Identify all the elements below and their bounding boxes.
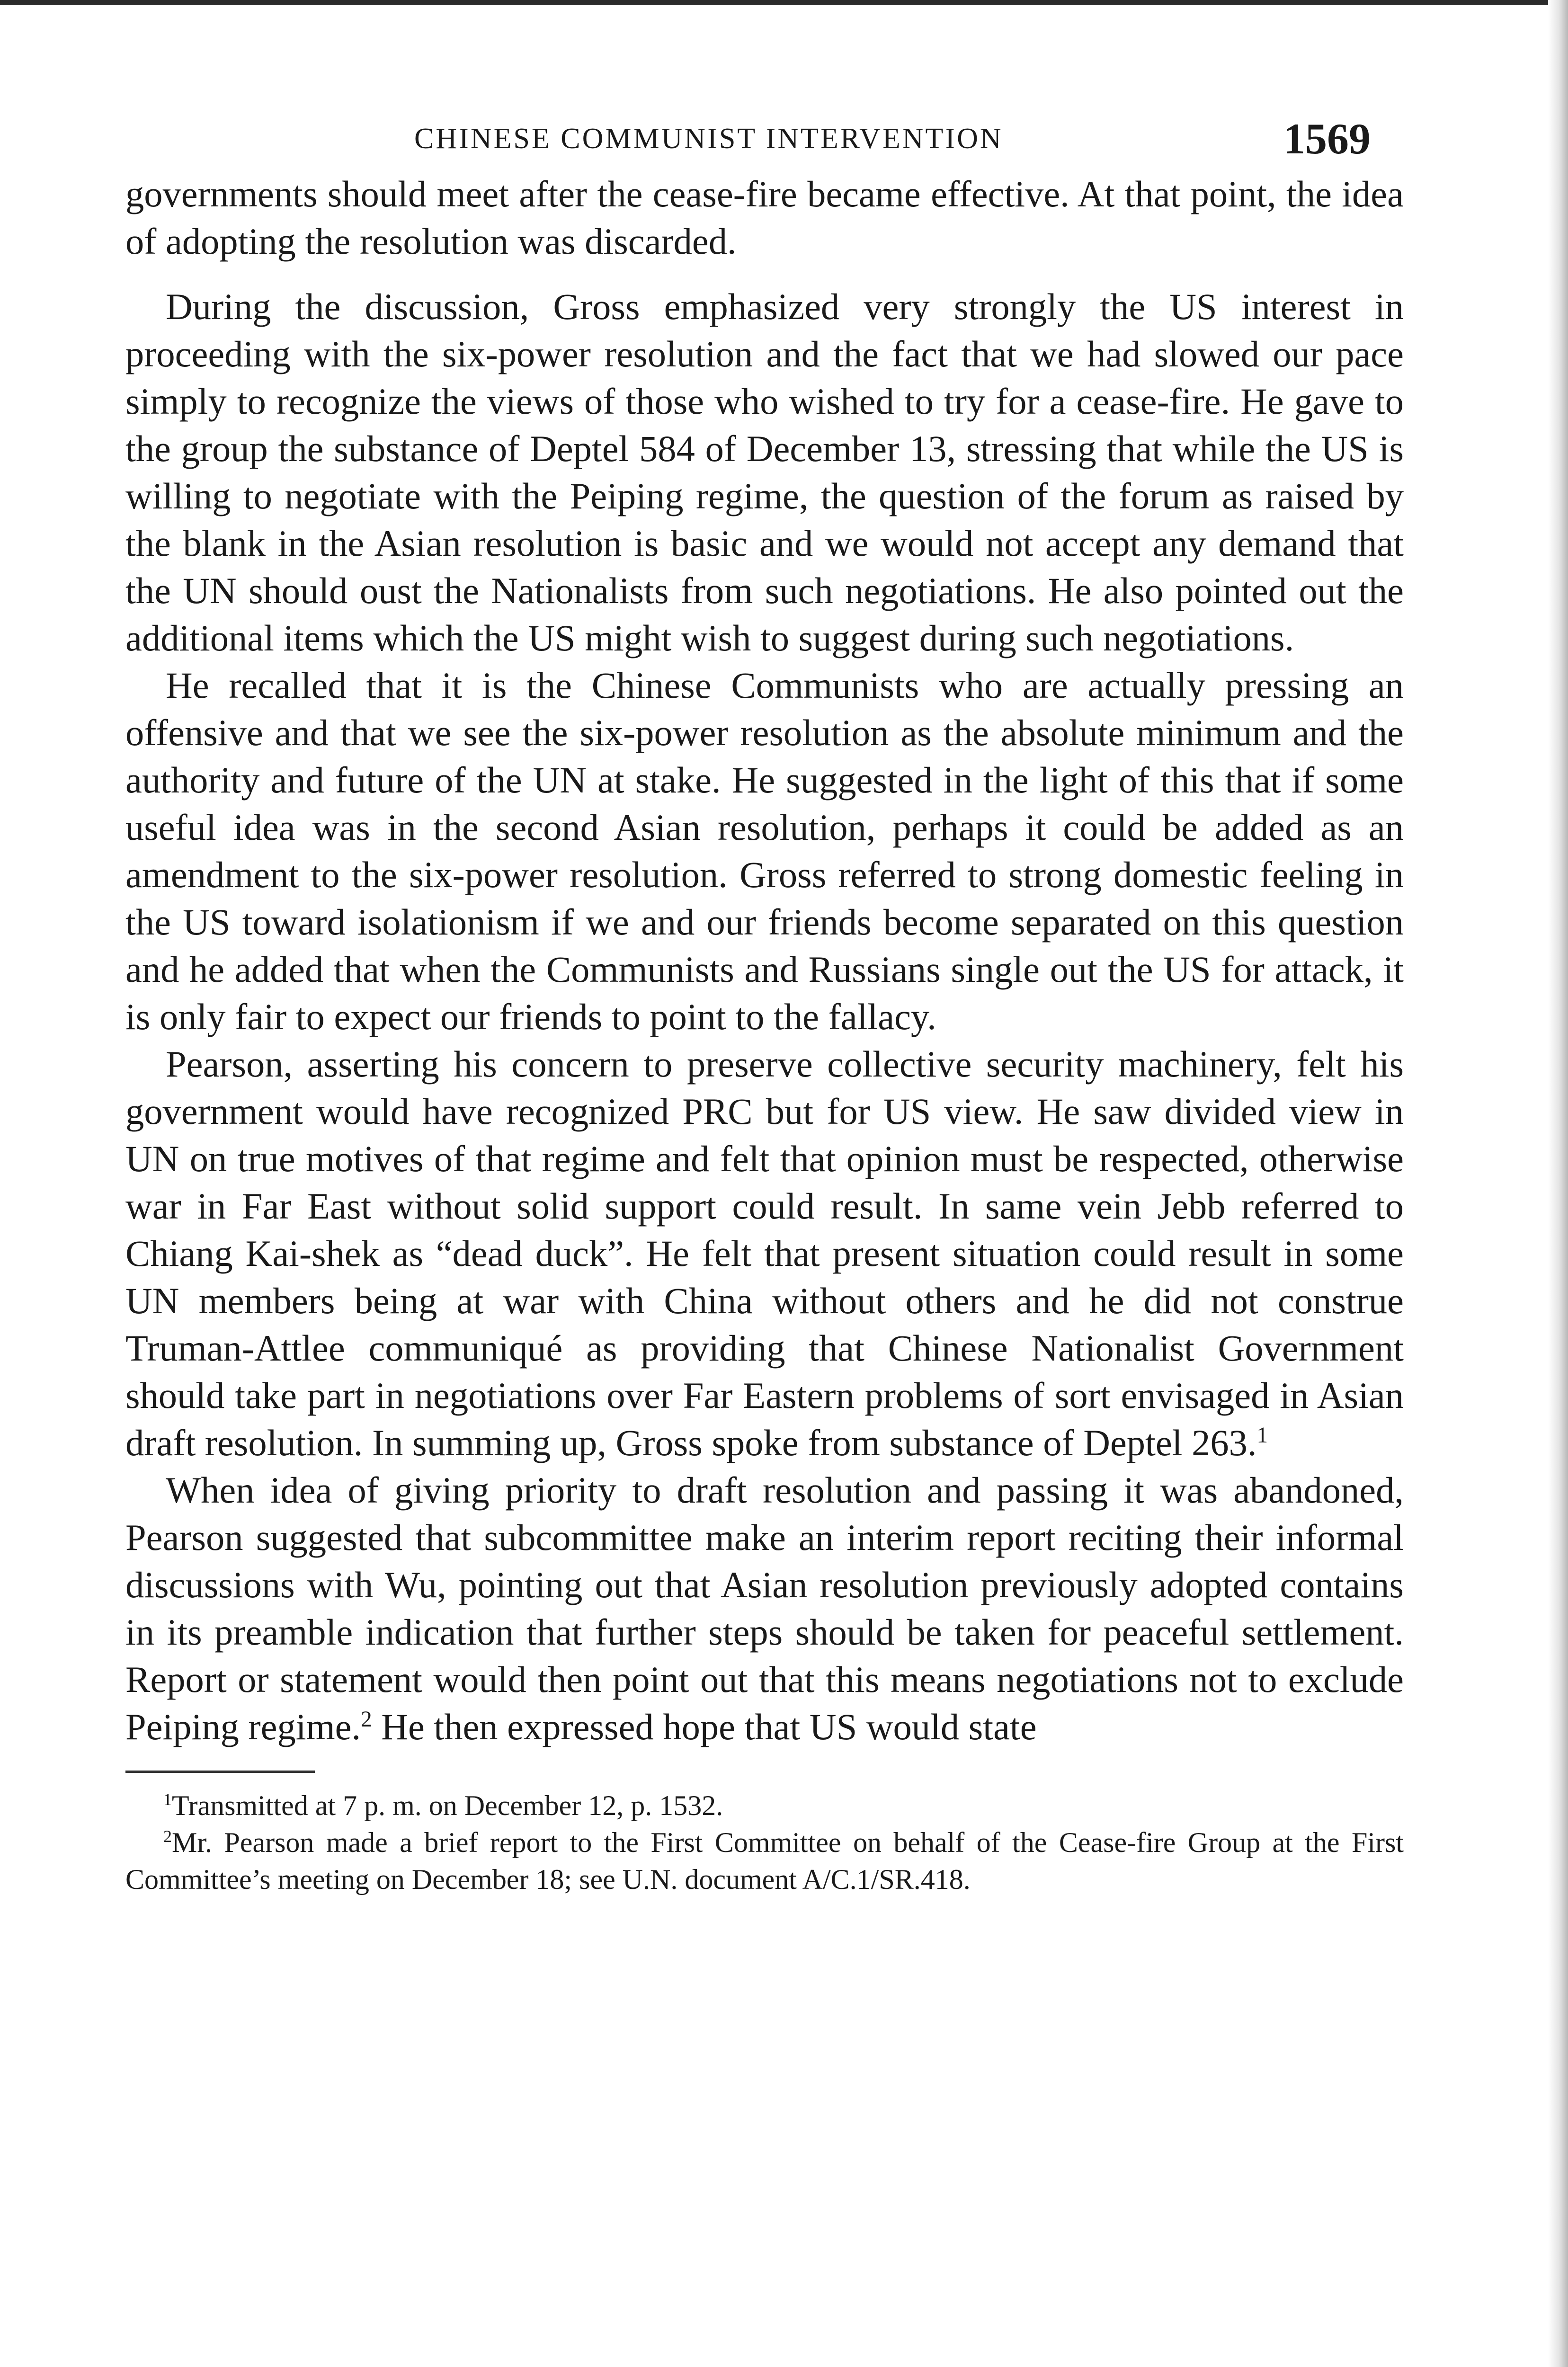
paragraph-interim-report: [125, 1467, 1404, 1751]
paragraph-pearson-view: [125, 1041, 1404, 1467]
paragraph-gross-discussion: During the discussion, Gross emphasized very strongly the US interest in proceeding with the six-power resolution and the fact that we had slowed our pace simply to recognize the views of those who wished to try for a cease-fire. He gave to the group the substance of Deptel 584 of December 13, stressing that while the US is willing to negotiate with the Peiping regime, the question of the forum as raised by the blank in the Asian resolution is basic and we would not accept any demand that the UN should oust the Nationalists from such negotiations. He also pointed out the additional items which the US might wish to suggest during such negotiations.: [125, 286, 1404, 658]
running-title: CHINESE COMMUNIST INTERVENTION: [414, 123, 1003, 155]
footnotes: [125, 1787, 1404, 1898]
body-text: [125, 170, 1404, 1751]
footnote-ref-2: 2: [361, 1707, 372, 1732]
footnote-marker-1: 1: [163, 1790, 172, 1809]
paragraph-pearson-text: Pearson, asserting his concern to preserve collective security machinery, felt his government would have recognized PRC but for US view. He saw divided view in UN on true motives of that regime and felt that opinion must be respected, otherwise war in Far East without solid support could result. In same vein Jebb referred to Chiang Kai-shek as “dead duck”. He felt that present situation could result in some UN members being at war with China without others and he did not construe Truman-Attlee communiqué as providing that Chinese Nationalist Government should take part in negotiations over Far Eastern problems of sort envisaged in Asian draft resolution. In summing up, Gross spoke from substance of Deptel 263.: [125, 1043, 1404, 1463]
footnote-divider: [125, 1771, 315, 1773]
paragraph-gross-recalled: He recalled that it is the Chinese Communists who are actually pressing an offensive and that we see the six-power resolution as the absolute minimum and the authority and future of the UN at stake. He suggested in the light of this that if some useful idea was in the second Asian resolution, perhaps it could be added as an amendment to the six-power resolution. Gross referred to strong domestic feeling in the US toward isolationism if we and our friends become separated on this question and he added that when the Communists and Russians single out the US for attack, it is only fair to expect our friends to point to the fallacy.: [125, 665, 1404, 1037]
footnote-ref-1: 1: [1256, 1423, 1268, 1448]
paragraph-interim-text-after: He then expressed hope that US would state: [372, 1706, 1037, 1747]
page-binding-edge: [1548, 0, 1568, 2367]
footnote-2: [125, 1824, 1404, 1898]
footnote-marker-2: 2: [163, 1827, 172, 1846]
paragraph-continuation: governments should meet after the cease-fire became effective. At that point, the idea of adopting the resolution was discarded.: [125, 173, 1404, 262]
footnote-1: [125, 1787, 1404, 1824]
running-head: [125, 114, 1404, 170]
footnote-1-text: Transmitted at 7 p. m. on December 12, p. 1532.: [172, 1790, 723, 1821]
page-top-edge: [0, 0, 1568, 5]
page-number: 1569: [1283, 115, 1371, 163]
paragraph-interim-text-before: When idea of giving priority to draft resolution and passing it was abandoned, Pearson suggested that subcommittee make an interim report reciting their informal discussions with Wu, pointing out that Asian resolution previously adopted contains in its preamble indication that further steps should be taken for peaceful settlement. Report or statement would then point out that this means negotiations not to exclude Peiping regime.: [125, 1469, 1404, 1747]
page-content: [125, 114, 1404, 1898]
footnote-2-text: Mr. Pearson made a brief report to the First Committee on behalf of the Cease-fire Group at the First Committee’s meeting on December 18; see U.N. document A/C.1/SR.418.: [125, 1827, 1404, 1895]
